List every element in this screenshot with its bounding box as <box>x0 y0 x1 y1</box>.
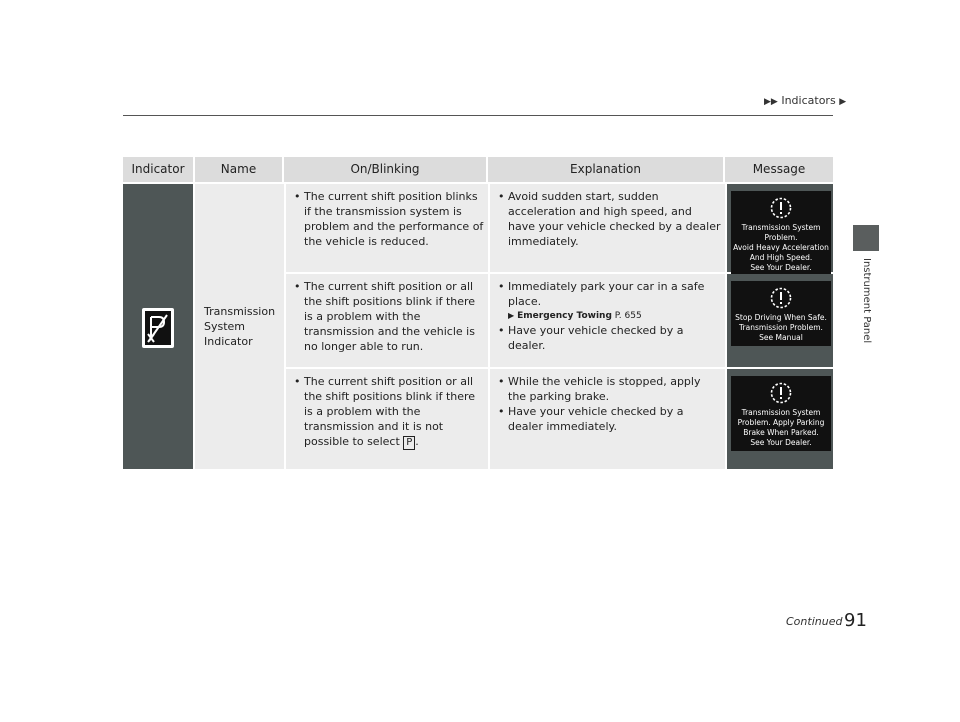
table-row <box>284 369 833 469</box>
message-cell <box>725 274 833 367</box>
explanation-text: • Have your vehicle checked by a dealer immediately. <box>498 404 721 434</box>
park-position-symbol: P <box>403 436 415 450</box>
message-display: Transmission System Problem. Avoid Heavy Acceleration And High Speed. See Your Dealer. <box>731 191 831 276</box>
explanation-text: • Have your vehicle checked by a dealer. <box>498 323 721 353</box>
indicator-name: Transmission System Indicator <box>204 305 276 348</box>
message-cell <box>725 184 833 272</box>
header-message: Message <box>752 162 806 176</box>
explanation-cell <box>488 369 725 469</box>
message-display: Transmission System Problem. Apply Parking Brake When Parked. See Your Dealer. <box>731 376 831 451</box>
double-arrow-icon: ▶▶ <box>764 97 778 107</box>
explanation-text: • Immediately park your car in a safe place. <box>498 279 721 309</box>
warning-gear-icon <box>768 380 794 406</box>
message-display: Stop Driving When Safe. Transmission Problem. See Manual <box>731 281 831 346</box>
arrow-icon: ▶ <box>839 97 847 107</box>
breadcrumb <box>764 94 846 107</box>
explanation-text: • While the vehicle is stopped, apply the parking brake. <box>498 374 721 404</box>
section-label: Instrument Panel <box>861 258 872 344</box>
on-blinking-text: • The current shift position blinks if the transmission system is problem and the performance of the vehicle is reduced. <box>294 189 484 249</box>
table-row <box>284 274 833 367</box>
header-indicator: Indicator <box>123 157 195 182</box>
explanation-cell <box>488 274 725 367</box>
explanation-cell <box>488 184 725 272</box>
reference-arrow-icon: ▶ <box>508 311 515 320</box>
message-cell <box>725 369 833 469</box>
table-body <box>123 184 833 469</box>
section-tab <box>853 225 879 251</box>
header-explanation: Explanation <box>488 157 725 182</box>
page-number: 91 <box>844 610 867 631</box>
header-name: Name <box>195 157 284 182</box>
warning-gear-icon <box>768 285 794 311</box>
on-blinking-cell <box>284 274 488 367</box>
explanation-text: • Avoid sudden start, sudden acceleration and high speed, and have your vehicle checked by a dealer immediately. <box>498 189 721 249</box>
table-header <box>123 157 833 182</box>
on-blinking-text: • The current shift position or all the shift positions blink if there is a problem with the transmission and it is not possible to select P . <box>294 374 484 450</box>
warning-gear-icon <box>768 195 794 221</box>
continued-label: Continued <box>786 615 843 628</box>
header-on-blinking: On/Blinking <box>284 157 488 182</box>
on-blinking-cell <box>284 184 488 272</box>
cross-reference[interactable]: ▶ Emergency Towing P. 655 <box>508 311 642 321</box>
header-rule <box>123 115 833 116</box>
indicator-cell <box>123 184 193 469</box>
table-row <box>284 184 833 272</box>
on-blinking-cell <box>284 369 488 469</box>
indicator-table <box>123 157 833 469</box>
transmission-indicator-icon <box>142 308 174 348</box>
on-blinking-text: • The current shift position or all the shift positions blink if there is a problem with the transmission and the vehicle is no longer able to run. <box>294 279 484 354</box>
breadcrumb-label: Indicators <box>781 94 836 107</box>
name-cell <box>195 184 284 469</box>
